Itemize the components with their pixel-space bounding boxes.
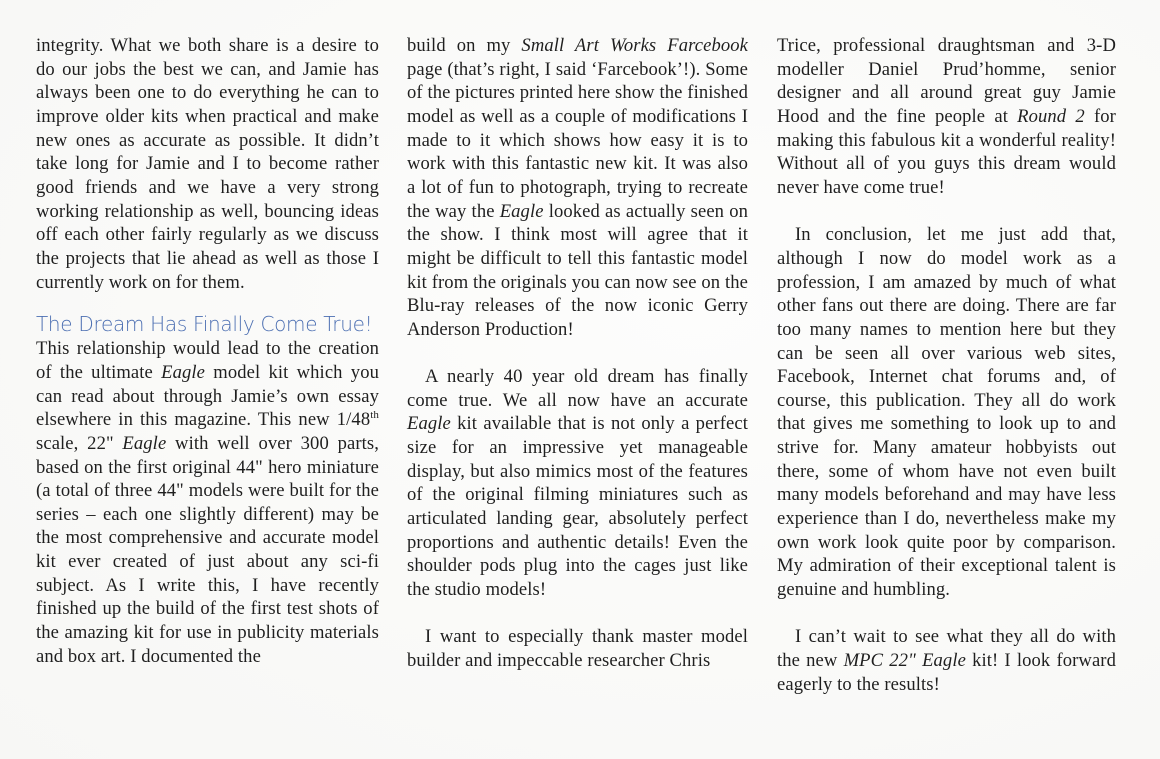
paragraph: I can’t wait to see what they all do with the new MPC 22" Eagle kit! I look forward eagerly to the results! <box>777 626 1116 695</box>
column-2 <box>407 34 748 673</box>
paragraph: A nearly 40 year old dream has finally come true. We all now have an accurate Eagle kit available that is not only a perfect size for an impressive yet manageable display, but also mimics most of the features of the original filming miniatures such as articulated landing gear, absolutely perfect proportions and authentic details! Even the shoulder pods plug into the cages just like the studio models! <box>407 366 748 601</box>
paragraph: build on my Small Art Works Farcebook page (that’s right, I said ‘Farcebook’!). Some of the pictures printed here show the finished model as well as a couple of modifications I made to it which shows how easy it is to work with this fantastic new kit. It was also a lot of fun to photograph, trying to recreate the way the Eagle looked as actually seen on the show. I think most will agree that it might be difficult to tell this fantastic model kit from the originals you can now see on the Blu-ray releases of the now iconic Gerry Anderson Production! <box>407 35 748 340</box>
paragraph: In conclusion, let me just add that, although I now do model work as a profession, I am amazed by much of what other fans out there are doing. There are far too many names to mention here but they can be seen all over various web sites, Facebook, Internet chat forums and, of course, this publication. They all do work that gives me something to look up to and strive for. Many amateur hobbyists out there, some of whom have not even built many models beforehand and may have less experience than I do, nevertheless make my own work look quite poor by comparison. My admiration of their exceptional talent is genuine and humbling. <box>777 224 1116 601</box>
section-heading: The Dream Has Finally Come True! <box>36 312 373 337</box>
column-3 <box>777 34 1116 696</box>
column-1 <box>36 34 379 668</box>
paragraph: This relationship would lead to the creation of the ultimate Eagle model kit which you can read about through Jamie’s own essay elsewhere in this magazine. This new 1/48th scale, 22" Eagle with well over 300 parts, based on the first original 44" hero miniature (a total of three 44" models were built for the series – each one slightly different) may be the most comprehensive and accurate model kit ever created of just about any sci-fi subject. As I write this, I have recently finished up the build of the first test shots of the amazing kit for use in publicity materials and box art. I documented the <box>36 338 379 667</box>
paragraph: Trice, professional draughtsman and 3-D modeller Daniel Prud’homme, senior designer and all around great guy Jamie Hood and the fine people at Round 2 for making this fabulous kit a wonderful reality! Without all of you guys this dream would never have come true! <box>777 35 1116 198</box>
paragraph: I want to especially thank master model builder and impeccable researcher Chris <box>407 626 748 672</box>
paragraph: integrity. What we both share is a desire to do our jobs the best we can, and Jamie has always been one to do everything he can to improve older kits when practical and make new ones as accurate as possible. It didn’t take long for Jamie and I to become rather good friends and we have a very strong working relationship as well, bouncing ideas off each other fairly regularly as we discuss the projects that lie ahead as well as those I currently work on for them. <box>36 35 379 293</box>
